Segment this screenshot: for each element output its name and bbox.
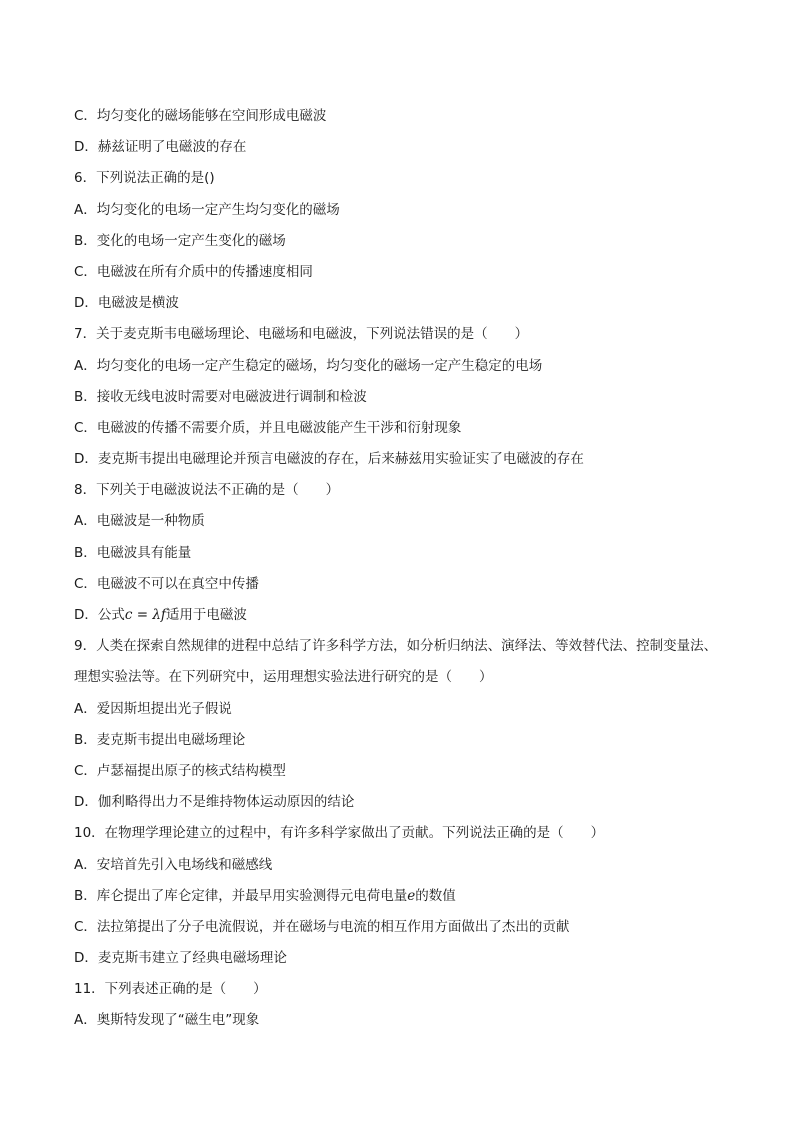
- option-10b: [74, 881, 754, 912]
- option-8a: A．电磁波是一种物质: [74, 513, 205, 530]
- option-8d-suffix: 适用于电磁波: [165, 607, 247, 623]
- option-9c: C．卢瑟福提出原子的核式结构模型: [74, 762, 286, 779]
- question-10: 10．在物理学理论建立的过程中，有许多科学家做出了贡献。下列说法正确的是（ ）: [74, 825, 605, 842]
- option-6d: D．电磁波是横波: [74, 295, 179, 312]
- option-7b: B．接收无线电波时需要对电磁波进行调制和检波: [74, 388, 367, 405]
- document-body: [74, 101, 754, 1037]
- option-10d: D．麦克斯韦建立了经典电磁场理论: [74, 950, 287, 967]
- option-5d: D．赫兹证明了电磁波的存在: [74, 139, 247, 156]
- option-5c: C．均匀变化的磁场能够在空间形成电磁波: [74, 108, 327, 124]
- option-10b-suffix: 的数值: [415, 887, 456, 904]
- option-10c: C．法拉第提出了分子电流假说，并在磁场与电流的相互作用方面做出了杰出的贡献: [74, 918, 570, 935]
- option-9d: D．伽利略得出力不是维持物体运动原因的结论: [74, 794, 355, 811]
- option-11a: A．奥斯特发现了“磁生电”现象: [74, 1012, 260, 1029]
- option-7c: C．电磁波的传播不需要介质，并且电磁波能产生干涉和衍射现象: [74, 419, 462, 436]
- option-8c: C．电磁波不可以在真空中传播: [74, 575, 259, 592]
- option-8d-prefix: D．公式: [74, 607, 125, 623]
- option-7a: A．均匀变化的电场一定产生稳定的磁场，均匀变化的磁场一定产生稳定的电场: [74, 357, 543, 374]
- option-9a: A．爱因斯坦提出光子假说: [74, 700, 232, 717]
- wave-formula: c = λf: [124, 607, 166, 623]
- option-6c: C．电磁波在所有介质中的传播速度相同: [74, 263, 313, 280]
- question-9-line-2: 理想实验法等。在下列研究中，运用理想实验法进行研究的是（ ）: [74, 669, 493, 686]
- option-8b: B．电磁波具有能量: [74, 544, 192, 561]
- option-7d: D．麦克斯韦提出电磁理论并预言电磁波的存在，后来赫兹用实验证实了电磁波的存在: [74, 451, 584, 468]
- option-8d: [74, 600, 754, 631]
- question-11: 11．下列表述正确的是（ ）: [74, 981, 267, 998]
- charge-symbol: e: [407, 887, 416, 904]
- question-7: 7．关于麦克斯韦电磁场理论、电磁场和电磁波，下列说法错误的是（ ）: [74, 326, 529, 343]
- option-9b: B．麦克斯韦提出电磁场理论: [74, 731, 246, 748]
- option-10b-prefix: B．库仑提出了库仑定律，并最早用实验测得元电荷电量: [74, 887, 408, 904]
- option-6b: B．变化的电场一定产生变化的磁场: [74, 232, 286, 249]
- question-6: 6．下列说法正确的是(): [74, 170, 215, 187]
- question-8: 8．下列关于电磁波说法不正确的是（ ）: [74, 482, 340, 499]
- option-10a: A．安培首先引入电场线和磁感线: [74, 856, 273, 873]
- question-9-line-1: 9．人类在探索自然规律的进程中总结了许多科学方法，如分析归纳法、演绎法、等效替代法、控制变量法、: [74, 638, 718, 655]
- option-6a: A．均匀变化的电场一定产生均匀变化的磁场: [74, 201, 340, 218]
